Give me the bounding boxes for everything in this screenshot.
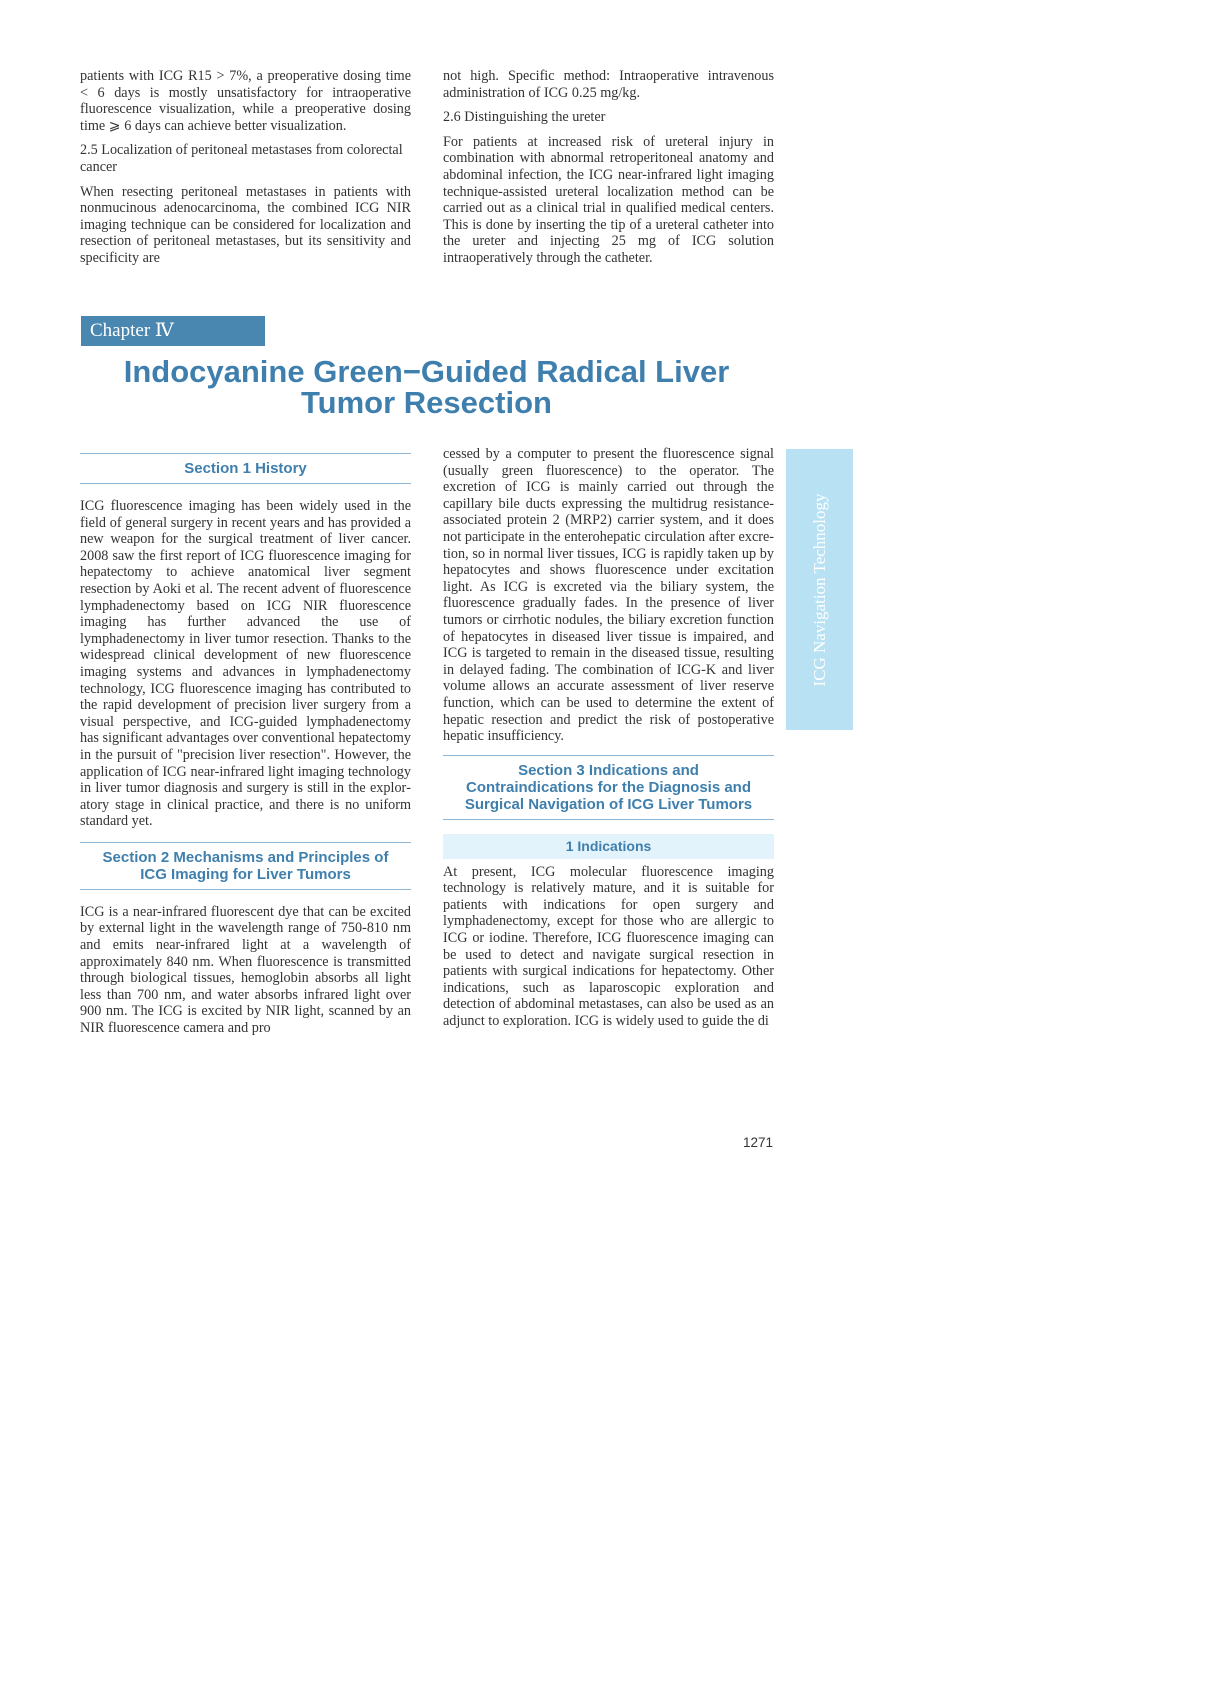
subheading-2-6: 2.6 Distinguishing the ureter	[443, 109, 606, 126]
chapter-title	[80, 356, 773, 418]
page-number: 1271	[742, 1135, 773, 1150]
section-2-paragraph-continued: cessed by a computer to present the fluorescence signal (usually green fluorescence) to the operator. The excretion of ICG is mainly carried out through the capillary bile ducts expressing the multidrug resistance-associated protein 2 (MRP2) carrier system, and it does not participate in the enterohepatic circulation after excretion, so in normal liver tissues, ICG is rapidly taken up by hepatocytes and shows fluorescence under excitation light. As ICG is excreted via the biliary system, the fluorescence gradually fades. In the presence of liver tumors or cirrhotic nodules, the biliary excretion function of hepatocytes in diseased liver tissue is impaired, and ICG is targeted to remain in the diseased tissue, resulting in delayed fading. The combination of ICG-K and liver volume allows an accurate assessment of liver reserve function, which can be used to determine the extent of hepatic resection and predict the risk of postoperative hepatic insufficiency.	[443, 446, 774, 745]
paragraph: not high. Specific method: Intraoperative intravenous administration of ICG 0.25 mg/kg.	[443, 68, 774, 101]
section-2-heading	[80, 842, 411, 890]
body-left-column	[80, 453, 411, 1045]
chapter-label: Chapter Ⅳ	[81, 316, 265, 346]
side-tab-label: ICG Navigation Technology	[809, 492, 829, 687]
side-tab	[786, 449, 853, 730]
section-1-paragraph: ICG fluorescence imaging has been widely used in the field of general surgery in recent years and has provided a new weapon for the surgical treatment of liver cancer. 2008 saw the first report of ICG fluorescence imaging for hepatectomy to achieve anatomical liver segment resection by Aoki et al. The recent advent of fluorescence lymphadenectomy based on ICG NIR fluorescence imaging has further advanced the use of lymphadenectomy in liver tumor resection. Thanks to the widespread clinical development of new fluorescence imaging systems and advances in lymphadenectomy technology, ICG fluorescence imaging has contributed to the rapid development of precision liver surgery from a visual perspective, and ICG-guided lymphadenectomy has significant advantages over conventional hepatectomy in the pursuit of "precision liver resection". However, the application of ICG near-infrared light imaging technology in liver tumor diagnosis and surgery is still in the exploratory stage in clinical practice, and there is no uniform standard yet.	[80, 498, 411, 830]
chapter-title-line-1: Indocyanine Green−Guided Radical Liver	[123, 354, 730, 389]
subheading-2-5: 2.5 Localization of peritoneal metastases from colorectal cancer	[80, 142, 403, 175]
section-3-heading-line-2: Contraindications for the Diagnosis and	[465, 778, 752, 796]
section-2-paragraph: ICG is a near-infrared fluorescent dye that can be excited by external light in the wavelength range of 750-810 nm and emits near-infrared light at a wavelength of approximately 840 nm. When fluorescence is transmitted through biological tissues, hemoglobin absorbs all light less than 700 nm, and water absorbs infrared light over 900 nm. The ICG is excited by NIR light, scanned by an NIR fluorescence camera and pro	[80, 903, 411, 1037]
section-1-heading: Section 1 History	[80, 453, 411, 484]
top-right-column	[443, 68, 774, 275]
chapter-title-line-2: Tumor Resection	[301, 385, 552, 420]
section-3-heading-line-3: Surgical Navigation of ICG Liver Tumors	[464, 795, 753, 813]
section-2-heading-line-2: ICG Imaging for Liver Tumors	[140, 865, 351, 883]
paragraph: patients with ICG R15 > 7%, a preoperative dosing time < 6 days is mostly unsatisfactory for intraoperative fluorescence visualization, while a preoperative dosing time ⩾ 6 days can achieve better visualization.	[80, 68, 411, 134]
indications-subheading: 1 Indications	[443, 834, 774, 859]
section-3-heading	[443, 755, 774, 820]
section-3-paragraph: At present, ICG molecular fluorescence imaging technology is relatively mature, and it is suitable for patients with indications for open surgery and lymphadenectomy, except for those who are allergic to ICG or iodine. Therefore, ICG fluorescence imaging can be used to detect and navigate surgical resection in patients with surgical indications for hepatectomy. Other indications, such as laparoscopic exploration and detection of abdominal metastases, can also be used as an adjunct to exploration. ICG is widely used to guide the di	[443, 863, 774, 1030]
body-right-column	[443, 446, 774, 1038]
section-3-heading-line-1: Section 3 Indications and	[518, 761, 699, 779]
section-2-heading-line-1: Section 2 Mechanisms and Principles of	[102, 848, 389, 866]
top-left-column	[80, 68, 411, 275]
paragraph: When resecting peritoneal metastases in patients with nonmucinous adenocarcinoma, the combined ICG NIR imaging technique can be considered for localization and resection of peritoneal metastases, but its sensitivity and specificity are	[80, 183, 411, 266]
paragraph: For patients at increased risk of ureteral injury in combination with abnormal retroperitoneal anatomy and abdominal infection, the ICG near-infrared light imaging technique-assisted ureteral localization method can be carried out as a clinical trial in qualified medical centers. This is done by inserting the tip of a ureteral catheter into the ureter and injecting 25 mg of ICG solution intraoperatively through the catheter.	[443, 133, 774, 266]
